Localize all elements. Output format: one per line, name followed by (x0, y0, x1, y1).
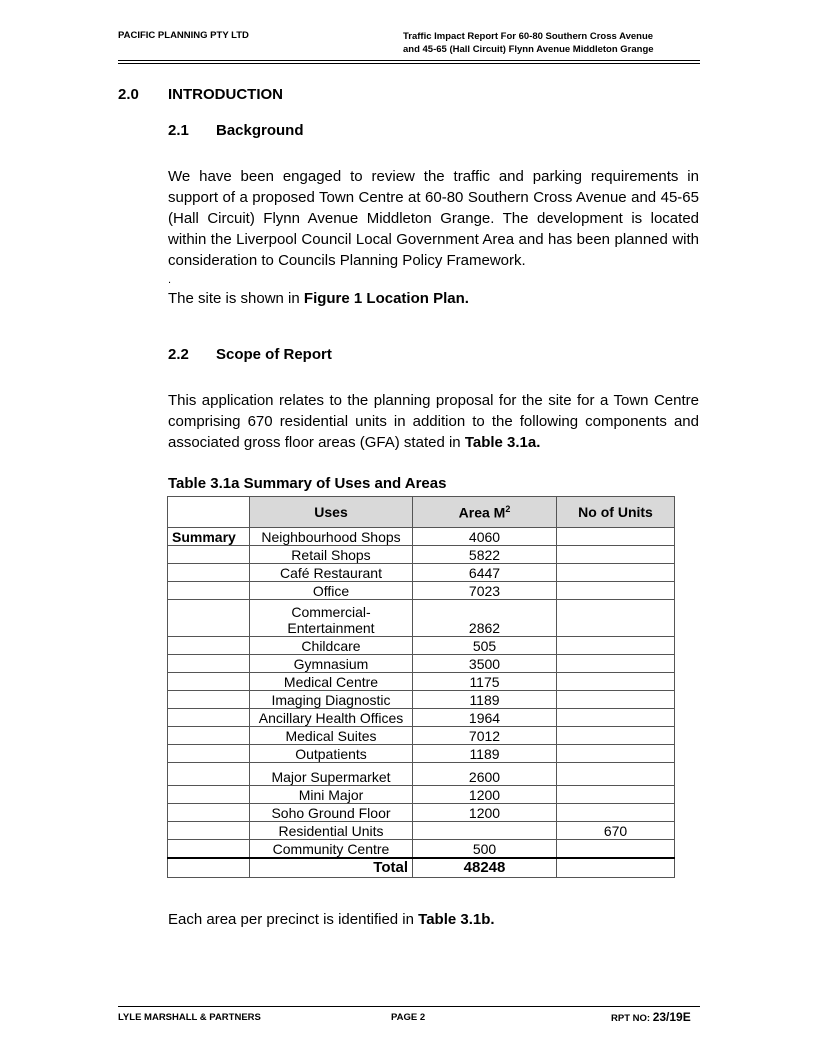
row-area: 7012 (413, 727, 557, 745)
footer-report-prefix: RPT NO: (611, 1013, 653, 1024)
table-total-row (168, 858, 675, 878)
header-rule (118, 60, 700, 61)
row-area: 2600 (413, 763, 557, 786)
footer-rule (118, 1006, 700, 1007)
header-area-text: Area M (458, 504, 506, 521)
uses-areas-table (167, 496, 675, 878)
header-area (413, 497, 557, 528)
row-blank (168, 786, 250, 804)
table-reference: Table 3.1a. (464, 434, 541, 451)
row-use: Gymnasium (250, 655, 413, 673)
row-area: 6447 (413, 564, 557, 582)
section-number: 2.0 (118, 86, 139, 103)
row-area: 4060 (413, 528, 557, 546)
header-company: PACIFIC PLANNING PTY LTD (118, 30, 249, 41)
closing-text: Each area per precinct is identified in (168, 911, 419, 928)
closing-sentence (168, 911, 495, 928)
row-blank (168, 763, 250, 786)
scope-heading: Scope of Report (216, 346, 332, 363)
row-area (413, 822, 557, 840)
row-area: 5822 (413, 546, 557, 564)
table-row (168, 546, 675, 564)
background-heading: Background (216, 122, 304, 139)
background-paragraph: We have been engaged to review the traffic and parking requirements in support of a proposed Town Centre at 60-80 Southern Cross Avenue and 45-65 (Hall Circuit) Flynn Avenue Middleton Grange. The development is located within the Liverpool Council Local Government Area and has been planned with consideration to Councils Planning Policy Framework. (168, 168, 699, 269)
table-row (168, 564, 675, 582)
row-units (557, 546, 675, 564)
row-use: Outpatients (250, 745, 413, 763)
row-units (557, 691, 675, 709)
row-units (557, 840, 675, 859)
table-row (168, 786, 675, 804)
scope-number: 2.2 (168, 346, 189, 363)
row-area: 1200 (413, 804, 557, 822)
header-rule-double (118, 63, 700, 64)
row-area: 2862 (413, 600, 557, 637)
header-units: No of Units (557, 497, 675, 528)
row-units (557, 673, 675, 691)
site-sentence (168, 290, 469, 307)
row-use: Café Restaurant (250, 564, 413, 582)
table-row (168, 709, 675, 727)
row-blank (168, 600, 250, 637)
row-blank (168, 709, 250, 727)
row-area: 1964 (413, 709, 557, 727)
row-area: 1189 (413, 691, 557, 709)
row-units (557, 727, 675, 745)
row-blank (168, 691, 250, 709)
total-area: 48248 (413, 858, 557, 878)
row-blank (168, 673, 250, 691)
table-row (168, 822, 675, 840)
row-blank (168, 637, 250, 655)
row-units (557, 804, 675, 822)
row-use: Neighbourhood Shops (250, 528, 413, 546)
row-use: Major Supermarket (250, 763, 413, 786)
total-units-blank (557, 858, 675, 878)
row-use: Medical Suites (250, 727, 413, 745)
row-use: Community Centre (250, 840, 413, 859)
header-area-sup: 2 (505, 503, 511, 514)
row-area: 500 (413, 840, 557, 859)
table-row (168, 582, 675, 600)
row-units (557, 528, 675, 546)
footer-report-code: 23/19E (652, 1010, 691, 1024)
table-row (168, 840, 675, 859)
row-blank (168, 546, 250, 564)
row-area: 1175 (413, 673, 557, 691)
site-text: The site is shown in (168, 290, 304, 307)
row-blank (168, 822, 250, 840)
table-row (168, 745, 675, 763)
row-use: Mini Major (250, 786, 413, 804)
table-row (168, 691, 675, 709)
row-units (557, 745, 675, 763)
table-row (168, 727, 675, 745)
table-row (168, 673, 675, 691)
row-use: Office (250, 582, 413, 600)
row-units (557, 709, 675, 727)
row-blank (168, 727, 250, 745)
row-area: 505 (413, 637, 557, 655)
row-units (557, 600, 675, 637)
row-area: 1200 (413, 786, 557, 804)
table-caption: Table 3.1a Summary of Uses and Areas (168, 475, 447, 492)
row-units (557, 763, 675, 786)
scope-paragraph (168, 390, 699, 453)
figure-reference: Figure 1 Location Plan. (303, 290, 469, 307)
row-use: Imaging Diagnostic (250, 691, 413, 709)
table-row (168, 804, 675, 822)
section-title: INTRODUCTION (168, 86, 283, 103)
header-blank (168, 497, 250, 528)
row-blank (168, 858, 250, 878)
table-row (168, 600, 675, 637)
row-use: Ancillary Health Offices (250, 709, 413, 727)
table-row (168, 637, 675, 655)
table-header-row (168, 497, 675, 528)
row-blank (168, 804, 250, 822)
row-blank (168, 564, 250, 582)
total-label: Total (250, 858, 413, 878)
footer-report-number (611, 1010, 691, 1024)
header-report-title (403, 30, 654, 56)
footer-firm: LYLE MARSHALL & PARTNERS (118, 1012, 261, 1023)
closing-table-reference: Table 3.1b. (418, 911, 495, 928)
stray-dot: . (168, 274, 172, 286)
table-row (168, 655, 675, 673)
row-use: Residential Units (250, 822, 413, 840)
row-blank (168, 582, 250, 600)
row-units (557, 655, 675, 673)
row-use: Soho Ground Floor (250, 804, 413, 822)
row-use-line1: Commercial- (291, 604, 371, 620)
row-area: 1189 (413, 745, 557, 763)
table-row (168, 763, 675, 786)
header-uses: Uses (250, 497, 413, 528)
background-number: 2.1 (168, 122, 189, 139)
row-use: Retail Shops (250, 546, 413, 564)
row-units (557, 637, 675, 655)
header-report-line1: Traffic Impact Report For 60-80 Southern Cross Avenue (403, 31, 654, 42)
footer-page: PAGE 2 (391, 1012, 426, 1023)
scope-text: This application relates to the planning proposal for the site for a Town Centre comprising 670 residential units in addition to the following components and associated gross floor areas (GFA) stated in (168, 392, 699, 451)
row-units (557, 582, 675, 600)
row-blank (168, 655, 250, 673)
table-row (168, 528, 675, 546)
row-blank (168, 745, 250, 763)
row-units: 670 (557, 822, 675, 840)
row-use: Medical Centre (250, 673, 413, 691)
summary-label: Summary (168, 528, 250, 546)
header-report-line2: and 45-65 (Hall Circuit) Flynn Avenue Middleton Grange (403, 44, 654, 55)
row-blank (168, 840, 250, 859)
row-units (557, 786, 675, 804)
row-use-line2: Entertainment (287, 620, 375, 636)
row-use (250, 600, 413, 637)
row-area: 3500 (413, 655, 557, 673)
row-use: Childcare (250, 637, 413, 655)
row-units (557, 564, 675, 582)
row-area: 7023 (413, 582, 557, 600)
